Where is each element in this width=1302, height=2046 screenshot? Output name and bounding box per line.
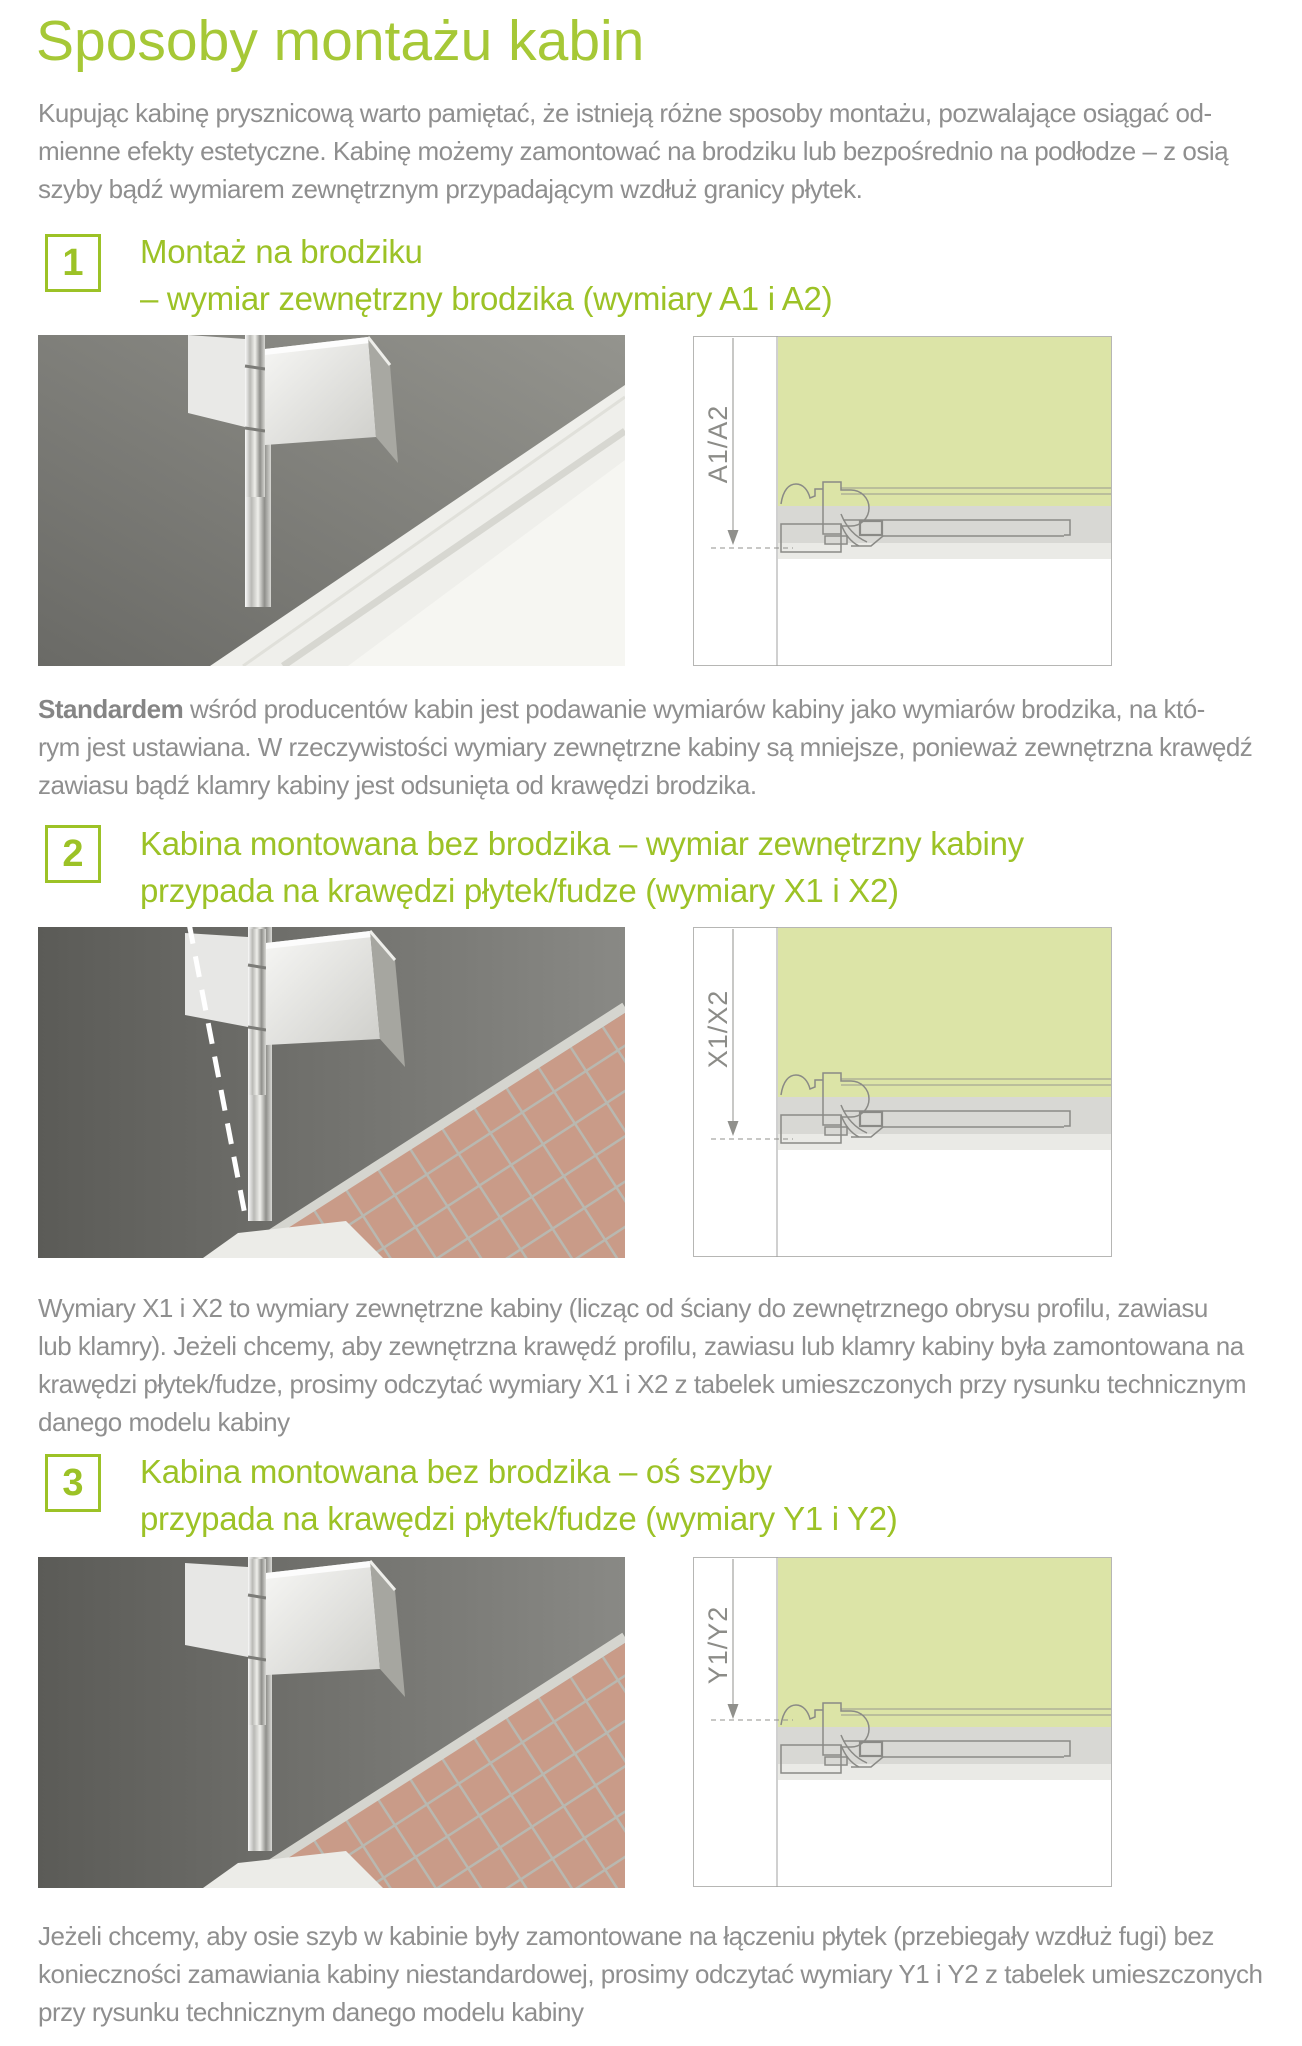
section-1-note bbox=[38, 690, 1288, 804]
note-line: Standardem wśród producentów kabin jest podawanie wymiarów kabiny jako wymiarów brodzika, na któ- bbox=[38, 694, 1205, 724]
installation-diagram-y1-y2 bbox=[693, 1557, 1112, 1887]
hinge-pivot bbox=[248, 929, 266, 1095]
intro-paragraph bbox=[38, 94, 1288, 208]
installation-diagram-x1-x2 bbox=[693, 927, 1112, 1257]
section-2-heading-line: przypada na krawędzi płytek/fudze (wymiary X1 i X2) bbox=[140, 872, 899, 909]
page-title: Sposoby montażu kabin bbox=[36, 9, 645, 73]
note-line: krawędzi płytek/fudze, prosimy odczytać wymiary X1 i X2 z tabelek umieszczonych przy rysunku technicznym bbox=[38, 1369, 1247, 1399]
hinge-pivot bbox=[245, 335, 265, 497]
installation-diagram-a1-a2 bbox=[693, 336, 1112, 666]
tiled-floor-hinge-photo bbox=[38, 1557, 625, 1888]
section-3-note bbox=[38, 1917, 1288, 2031]
section-2-note bbox=[38, 1289, 1288, 1441]
note-lead-bold: Standardem bbox=[38, 694, 184, 724]
diagram-glass-panel bbox=[778, 1558, 1111, 1727]
diagram-dimension-label: X1/X2 bbox=[703, 989, 733, 1069]
diagram-glass-panel bbox=[778, 337, 1111, 506]
hinge-pivot bbox=[248, 1559, 266, 1725]
section-3-heading bbox=[140, 1448, 898, 1542]
section-1-number: 1 bbox=[62, 242, 84, 284]
note-line: danego modelu kabiny bbox=[38, 1407, 290, 1437]
hinge-wall-plate bbox=[188, 335, 245, 427]
note-line: Jeżeli chcemy, aby osie szyb w kabinie były zamontowane na łączeniu płytek (przebiegały wzdłuż fugi) bez bbox=[38, 1921, 1214, 1951]
section-3-heading-line: przypada na krawędzi płytek/fudze (wymiary Y1 i Y2) bbox=[140, 1500, 898, 1537]
section-2-number-box bbox=[45, 825, 101, 883]
note-line: Wymiary X1 i X2 to wymiary zewnętrzne kabiny (licząc od ściany do zewnętrznego obrysu profilu, zawiasu bbox=[38, 1293, 1208, 1323]
section-2-heading bbox=[140, 820, 1024, 914]
section-1-heading-line: – wymiar zewnętrzny brodzika (wymiary A1 i A2) bbox=[140, 280, 833, 317]
hinge-door-plate bbox=[265, 337, 376, 445]
note-line: przy rysunku technicznym danego modelu kabiny bbox=[38, 1997, 584, 2027]
diagram-dimension-label: A1/A2 bbox=[703, 404, 733, 484]
section-1-number-box bbox=[45, 234, 101, 292]
section-2-number: 2 bbox=[62, 833, 84, 875]
diagram-dimension-label: Y1/Y2 bbox=[703, 1605, 733, 1685]
section-2-heading-line: Kabina montowana bez brodzika – wymiar zewnętrzny kabiny bbox=[140, 825, 1024, 862]
diagram-glass-panel bbox=[778, 928, 1111, 1097]
note-line: zawiasu bądź klamry kabiny jest odsunięta od krawędzi brodzika. bbox=[38, 770, 757, 800]
hinge-door-plate bbox=[266, 1561, 380, 1675]
hinge-wall-plate bbox=[185, 933, 248, 1027]
note-line: lub klamry). Jeżeli chcemy, aby zewnętrzna krawędź profilu, zawiasu lub klamry kabiny była zamontowana na bbox=[38, 1331, 1244, 1361]
intro-line: mienne efekty estetyczne. Kabinę możemy zamontować na brodziku lub bezpośrednio na podłodze – z osią bbox=[38, 136, 1229, 166]
intro-line: Kupując kabinę prysznicową warto pamiętać, że istnieją różne sposoby montażu, pozwalające osiągać od- bbox=[38, 98, 1212, 128]
intro-line: szyby bądź wymiarem zewnętrznym przypadającym wzdłuż granicy płytek. bbox=[38, 174, 863, 204]
section-3-number-box bbox=[45, 1454, 101, 1512]
shower-tray-hinge-photo bbox=[38, 335, 625, 666]
note-line: konieczności zamawiania kabiny niestandardowej, prosimy odczytać wymiary Y1 i Y2 z tabelek umieszczonych bbox=[38, 1959, 1263, 1989]
section-1-heading-line: Montaż na brodziku bbox=[140, 233, 423, 270]
note-line: rym jest ustawiana. W rzeczywistości wymiary zewnętrzne kabiny są mniejsze, ponieważ zewnętrzna krawędź bbox=[38, 732, 1253, 762]
section-3-number: 3 bbox=[62, 1462, 84, 1504]
section-1-heading bbox=[140, 228, 832, 322]
hinge-wall-plate bbox=[185, 1563, 248, 1657]
hinge-door-plate bbox=[266, 931, 380, 1045]
tiled-floor-hinge-photo-dashed-axis bbox=[38, 927, 625, 1258]
section-3-heading-line: Kabina montowana bez brodzika – oś szyby bbox=[140, 1453, 772, 1490]
